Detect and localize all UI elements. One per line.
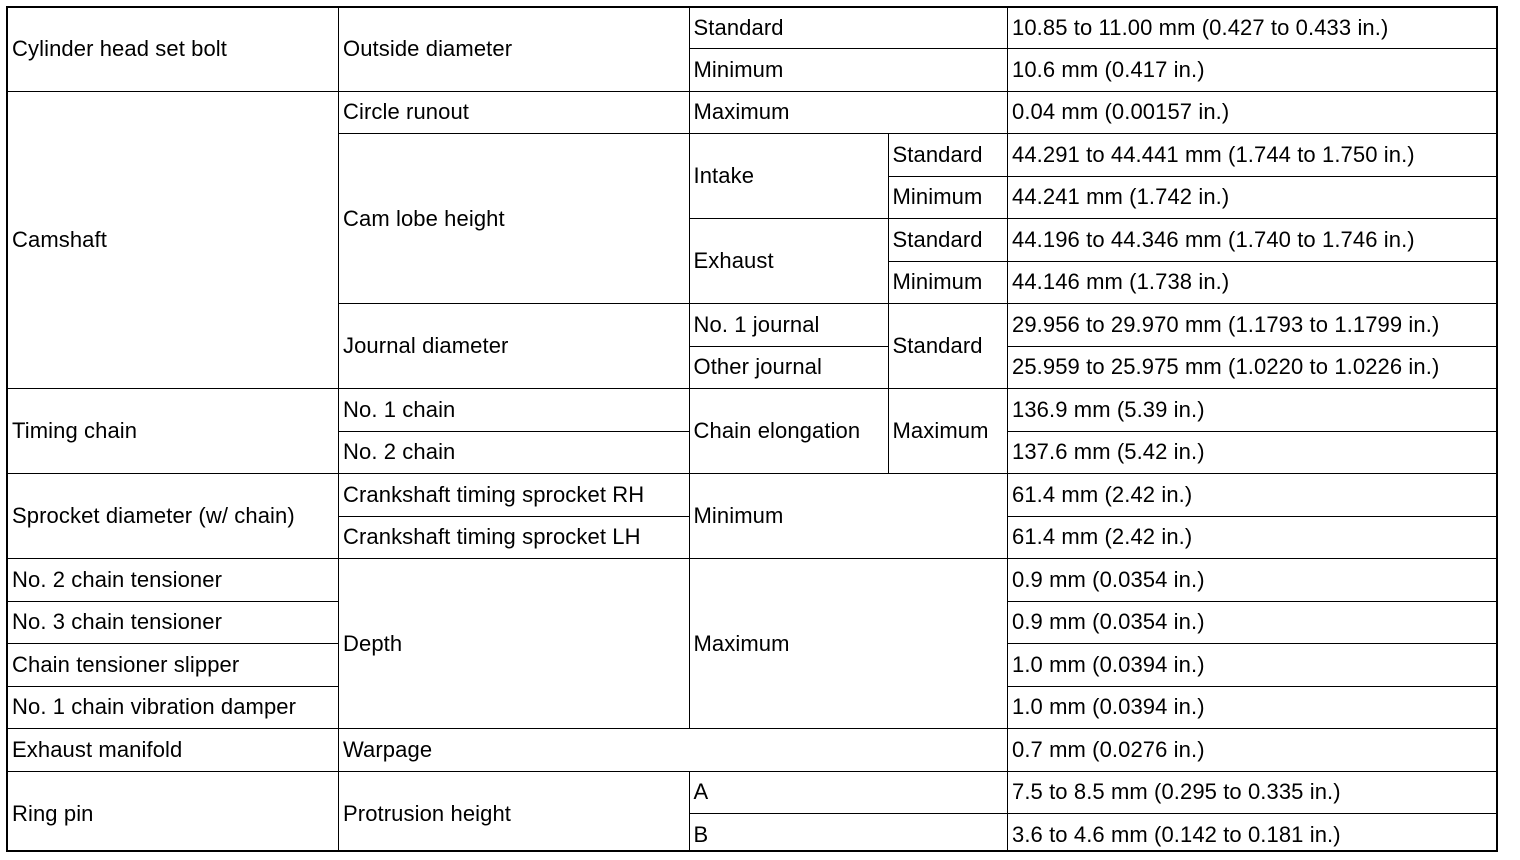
table-cell: Cam lobe height bbox=[339, 134, 690, 304]
table-cell: 1.0 mm (0.0394 in.) bbox=[1008, 644, 1499, 687]
table-cell: Maximum bbox=[888, 389, 1008, 474]
table-row bbox=[8, 559, 1498, 602]
table-cell: Camshaft bbox=[8, 91, 339, 389]
table-row bbox=[8, 8, 1498, 49]
table-cell: 10.85 to 11.00 mm (0.427 to 0.433 in.) bbox=[1008, 8, 1499, 49]
table-cell: Circle runout bbox=[339, 91, 690, 134]
table-cell: 3.6 to 4.6 mm (0.142 to 0.181 in.) bbox=[1008, 814, 1499, 853]
table-cell: Standard bbox=[888, 304, 1008, 389]
table-cell: Ring pin bbox=[8, 771, 339, 852]
table-cell: 137.6 mm (5.42 in.) bbox=[1008, 431, 1499, 474]
table-cell: Standard bbox=[888, 134, 1008, 177]
table-cell: Minimum bbox=[888, 261, 1008, 304]
table-row bbox=[8, 729, 1498, 772]
table-cell: Crankshaft timing sprocket LH bbox=[339, 516, 690, 559]
table-cell: 29.956 to 29.970 mm (1.1793 to 1.1799 in.) bbox=[1008, 304, 1499, 347]
spec-sheet bbox=[6, 6, 1498, 852]
table-cell: No. 3 chain tensioner bbox=[8, 601, 339, 644]
table-row bbox=[8, 771, 1498, 814]
table-cell: Maximum bbox=[689, 91, 1008, 134]
table-cell: 0.9 mm (0.0354 in.) bbox=[1008, 601, 1499, 644]
table-cell: Crankshaft timing sprocket RH bbox=[339, 474, 690, 517]
table-cell: Intake bbox=[689, 134, 888, 219]
table-cell: 44.241 mm (1.742 in.) bbox=[1008, 176, 1499, 219]
table-cell: No. 2 chain tensioner bbox=[8, 559, 339, 602]
table-cell: Depth bbox=[339, 559, 690, 729]
table-cell: Standard bbox=[888, 219, 1008, 262]
table-cell: No. 1 chain bbox=[339, 389, 690, 432]
table-cell: 0.7 mm (0.0276 in.) bbox=[1008, 729, 1499, 772]
table-row bbox=[8, 474, 1498, 517]
table-cell: Chain tensioner slipper bbox=[8, 644, 339, 687]
table-cell: 61.4 mm (2.42 in.) bbox=[1008, 474, 1499, 517]
table-cell: 44.146 mm (1.738 in.) bbox=[1008, 261, 1499, 304]
table-cell: Standard bbox=[689, 8, 1008, 49]
table-row bbox=[8, 91, 1498, 134]
table-cell: Exhaust manifold bbox=[8, 729, 339, 772]
table-cell: Cylinder head set bolt bbox=[8, 8, 339, 91]
table-cell: 61.4 mm (2.42 in.) bbox=[1008, 516, 1499, 559]
table-cell: 7.5 to 8.5 mm (0.295 to 0.335 in.) bbox=[1008, 771, 1499, 814]
table-cell: 10.6 mm (0.417 in.) bbox=[1008, 49, 1499, 92]
table-cell: Protrusion height bbox=[339, 771, 690, 852]
table-cell: 0.04 mm (0.00157 in.) bbox=[1008, 91, 1499, 134]
table-cell: No. 2 chain bbox=[339, 431, 690, 474]
table-cell: 25.959 to 25.975 mm (1.0220 to 1.0226 in.) bbox=[1008, 346, 1499, 389]
table-cell: No. 1 chain vibration damper bbox=[8, 686, 339, 729]
table-cell: Timing chain bbox=[8, 389, 339, 474]
table-cell: A bbox=[689, 771, 1008, 814]
table-cell: Other journal bbox=[689, 346, 888, 389]
table-cell: 1.0 mm (0.0394 in.) bbox=[1008, 686, 1499, 729]
spec-table bbox=[8, 8, 1498, 852]
table-cell: Exhaust bbox=[689, 219, 888, 304]
table-cell: 136.9 mm (5.39 in.) bbox=[1008, 389, 1499, 432]
table-cell: Minimum bbox=[689, 474, 1008, 559]
table-cell: Chain elongation bbox=[689, 389, 888, 474]
table-cell: 44.291 to 44.441 mm (1.744 to 1.750 in.) bbox=[1008, 134, 1499, 177]
table-cell: Outside diameter bbox=[339, 8, 690, 91]
table-cell: Sprocket diameter (w/ chain) bbox=[8, 474, 339, 559]
table-row bbox=[8, 389, 1498, 432]
table-cell: Minimum bbox=[888, 176, 1008, 219]
table-cell: Minimum bbox=[689, 49, 1008, 92]
table-cell: 0.9 mm (0.0354 in.) bbox=[1008, 559, 1499, 602]
table-cell: 44.196 to 44.346 mm (1.740 to 1.746 in.) bbox=[1008, 219, 1499, 262]
table-cell: No. 1 journal bbox=[689, 304, 888, 347]
table-cell: Warpage bbox=[339, 729, 1008, 772]
table-cell: Journal diameter bbox=[339, 304, 690, 389]
table-cell: Maximum bbox=[689, 559, 1008, 729]
table-cell: B bbox=[689, 814, 1008, 853]
